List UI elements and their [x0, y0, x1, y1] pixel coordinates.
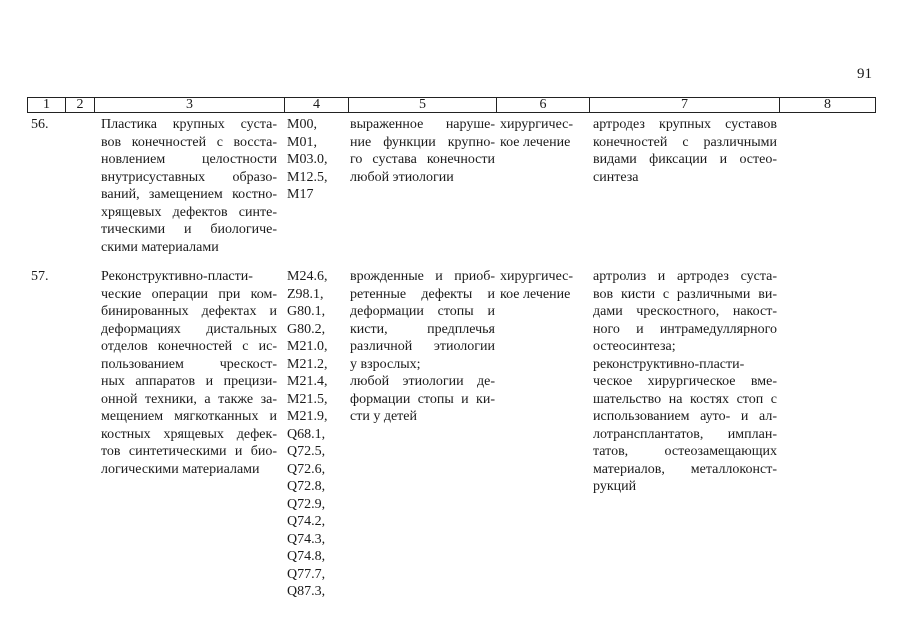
- header-col-2: 2: [66, 98, 95, 113]
- header-col-1: 1: [28, 98, 66, 113]
- header-col-7: 7: [590, 98, 780, 113]
- page-number: 91: [857, 66, 872, 82]
- row-56-condition: выраженное наруше- ние функции крупно- го сустава конечности любой этиологии: [350, 117, 495, 185]
- row-56-number: 56.: [31, 117, 49, 132]
- row-57-treatment-type: хирургичес- кое лечение: [500, 269, 574, 302]
- header-col-4: 4: [285, 98, 349, 113]
- header-col-5: 5: [349, 98, 497, 113]
- row-56-icd-codes: M00, M01, M03.0, M12.5, M17: [287, 117, 328, 202]
- row-57-condition: врожденные и приоб- ретенные дефекты и деформации стопы и кисти, предплечья различной этиологии у взрослых; любой этиологии де- формации стопы и ки- сти у детей: [350, 269, 495, 424]
- row-57-method: артролиз и артродез суста- вов кисти с различными ви- дами чрескостного, накост- ного и интрамедуллярного остеосинтеза; реконструктивно-пласти- ческое хирургическое вме- шательство на костях стоп с использованием ауто- и ал- лотрансплантатов, имплан- татов, остеозамещающих материалов, металлоконст- рукций: [593, 269, 777, 494]
- row-57-number: 57.: [31, 269, 49, 284]
- row-57-icd-codes: M24.6, Z98.1, G80.1, G80.2, M21.0, M21.2, M21.4, M21.5, M21.9, Q68.1, Q72.5, Q72.6, Q72.8, Q72.9, Q74.2, Q74.3, Q74.8, Q77.7, Q87.3,: [287, 269, 328, 599]
- header-col-6: 6: [497, 98, 590, 113]
- row-56-treatment-type: хирургичес- кое лечение: [500, 117, 574, 150]
- row-56-method: артродез крупных суставов конечностей с различными видами фиксации и остео- синтеза: [593, 117, 777, 185]
- row-56-procedure: Пластика крупных суста- вов конечностей с восста- новлением целостности внутрисуставных образо- ваний, замещением костно- хрящевых дефектов синте- тическими и биологиче- скими материалами: [101, 117, 277, 255]
- header-col-3: 3: [95, 98, 285, 113]
- row-57-procedure: Реконструктивно-пласти- ческие операции при ком- бинированных дефектах и деформациях дистальных отделов конечностей с ис- пользованием чрескост- ных аппаратов и прецизи- онной техники, а также за- мещением мягкотканных и костных хрящевых дефек- тов синтетическими и био- логическими материалами: [101, 269, 277, 477]
- header-col-8: 8: [780, 98, 876, 113]
- column-header-row: [27, 97, 876, 113]
